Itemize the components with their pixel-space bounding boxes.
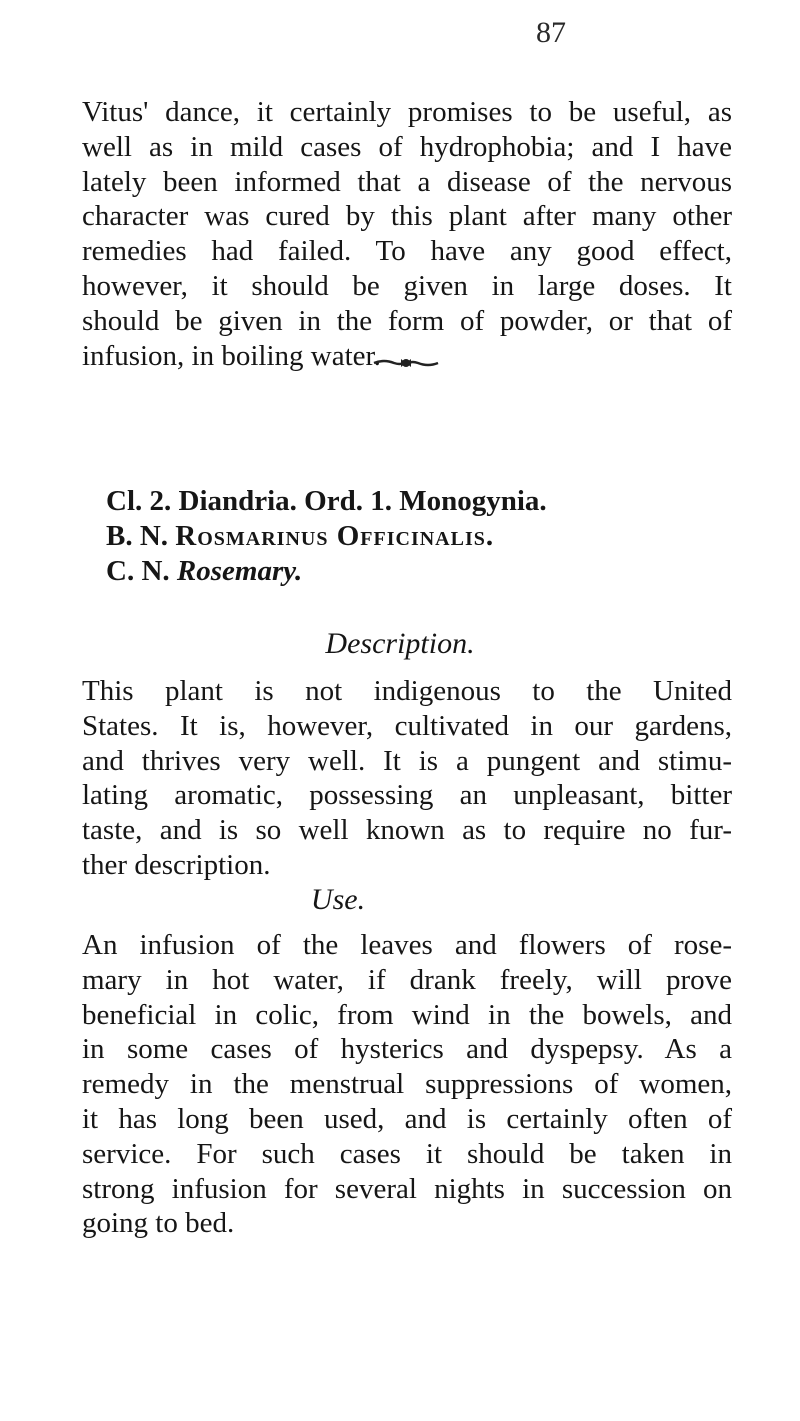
text-line: lately been informed that a disease of the nervous bbox=[82, 165, 732, 198]
common-name-line bbox=[106, 554, 547, 589]
text-line: it has long been used, and is certainly often of bbox=[82, 1102, 732, 1135]
description-paragraph bbox=[82, 674, 732, 883]
use-paragraph bbox=[82, 928, 732, 1241]
common-prefix: C. N. bbox=[106, 555, 170, 587]
text-line: lating aromatic, possessing an unpleasant, bitter bbox=[82, 779, 732, 812]
text-line: States. It is, however, cultivated in our gardens, bbox=[82, 709, 732, 742]
text-line: beneficial in colic, from wind in the bowels, and bbox=[82, 998, 732, 1031]
text-line: and thrives very well. It is a pungent and stimu- bbox=[82, 744, 732, 777]
text-line: mary in hot water, if drank freely, will prove bbox=[82, 963, 732, 996]
text-line: strong infusion for several nights in succession on bbox=[82, 1172, 732, 1205]
text-line: in some cases of hysterics and dyspepsy. As a bbox=[82, 1033, 732, 1066]
text-line: ther description. bbox=[82, 848, 271, 881]
text-line: character was cured by this plant after many other bbox=[82, 200, 732, 233]
text-line: going to bed. bbox=[82, 1207, 235, 1240]
continued-paragraph bbox=[82, 95, 732, 373]
section-divider-ornament bbox=[372, 355, 440, 371]
text-line: remedies had failed. To have any good effect, bbox=[82, 235, 732, 268]
botanical-prefix: B. N. bbox=[106, 520, 169, 552]
botanical-name-line bbox=[106, 519, 547, 554]
text-line: Vitus' dance, it certainly promises to be useful, as bbox=[82, 96, 732, 128]
description-heading: Description. bbox=[325, 627, 475, 660]
text-line: taste, and is so well known as to require no fur- bbox=[82, 814, 732, 847]
text-line: An infusion of the leaves and flowers of rose- bbox=[82, 929, 732, 961]
class-order-line: Cl. 2. Diandria. Ord. 1. Monogynia. bbox=[106, 485, 547, 517]
common-name: Rosemary. bbox=[176, 555, 303, 587]
use-heading: Use. bbox=[310, 883, 366, 916]
text-line: infusion, in boiling water. bbox=[82, 339, 381, 372]
text-line: remedy in the menstrual suppressions of women, bbox=[82, 1068, 732, 1101]
text-line: should be given in the form of powder, or that of bbox=[82, 304, 732, 337]
classification-block bbox=[106, 484, 547, 589]
text-line: however, it should be given in large doses. It bbox=[82, 269, 732, 302]
text-line: This plant is not indigenous to the United bbox=[82, 675, 732, 707]
botanical-name: Rosmarinus Officinalis. bbox=[175, 520, 495, 552]
text-line: well as in mild cases of hydrophobia; and I have bbox=[82, 130, 732, 163]
page-number: 87 bbox=[536, 16, 566, 49]
text-line: service. For such cases it should be taken in bbox=[82, 1137, 732, 1170]
